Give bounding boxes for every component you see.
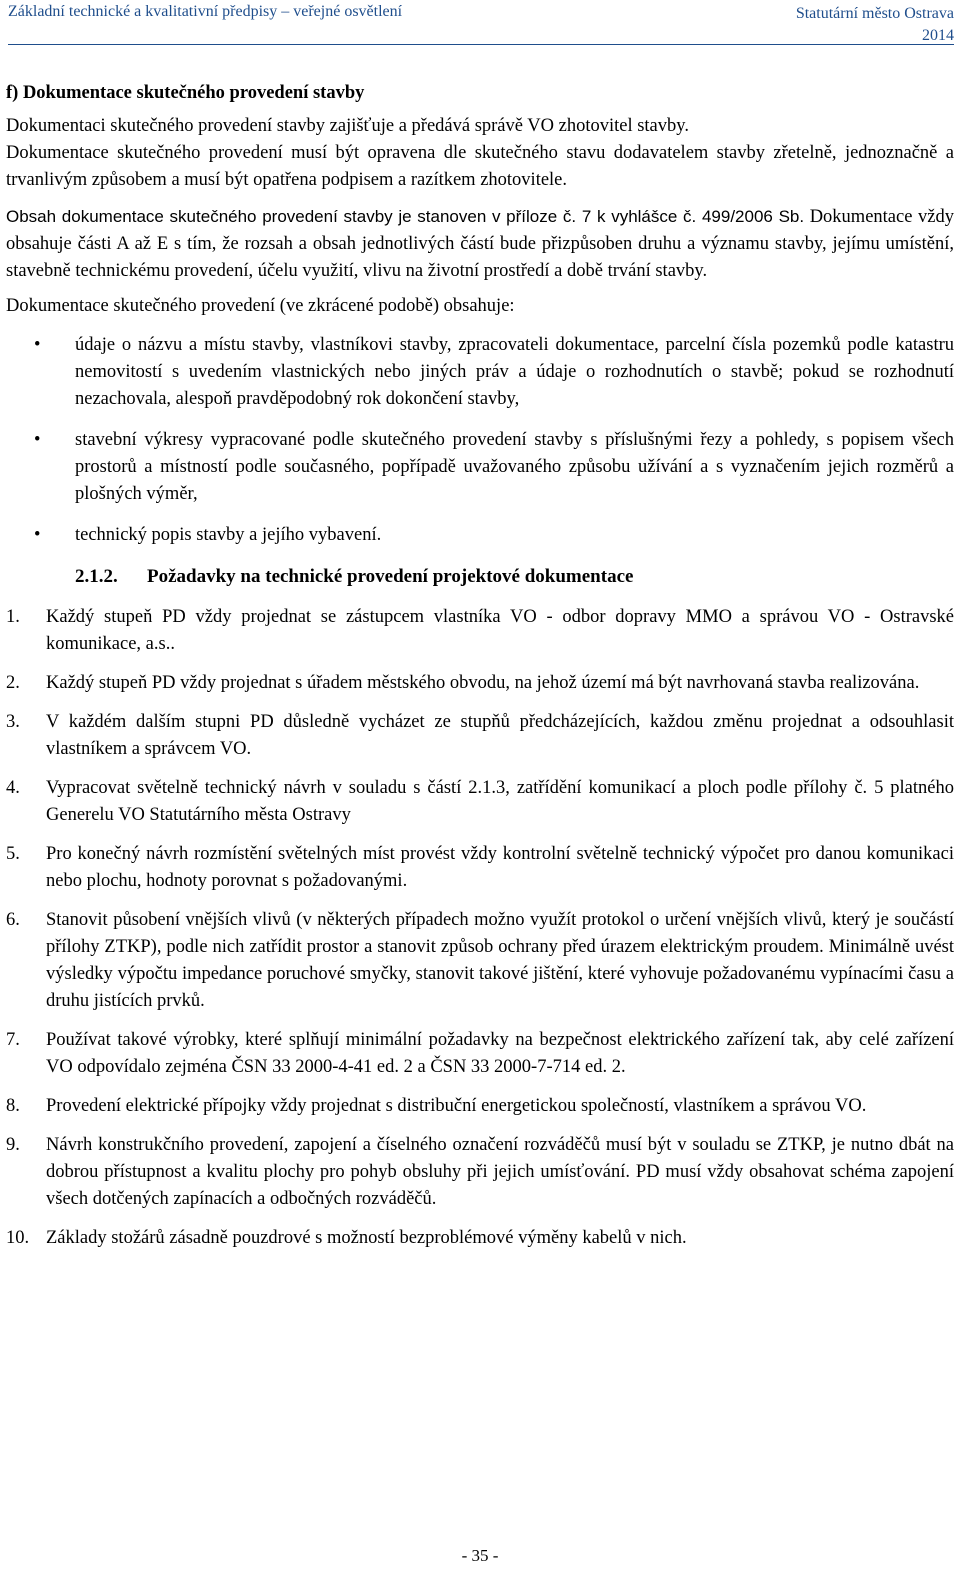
section-heading-212 bbox=[75, 563, 954, 590]
list-number: 2. bbox=[6, 673, 20, 693]
list-number: 9. bbox=[6, 1135, 20, 1155]
list-number: 4. bbox=[6, 778, 20, 798]
list-text: Každý stupeň PD vždy projednat s úřadem městského obvodu, na jehož území má být navrhovaná stavba realizována. bbox=[46, 673, 920, 693]
list-item bbox=[6, 1132, 954, 1213]
header-year: 2014 bbox=[922, 27, 954, 44]
list-text: Každý stupeň PD vždy projednat se zástupcem vlastníka VO - odbor dopravy MMO a správou VO - Ostravské komunikace, a.s.. bbox=[46, 607, 954, 654]
list-text: Vypracovat světelně technický návrh v souladu s částí 2.1.3, zatřídění komunikací a ploch podle přílohy č. 5 platného Generelu VO Statutárního města Ostravy bbox=[46, 778, 954, 825]
paragraph-1: Dokumentaci skutečného provedení stavby zajišťuje a předává správě VO zhotovitel stavby. bbox=[6, 116, 689, 136]
bullet-icon: • bbox=[34, 335, 41, 355]
paragraph-2: Dokumentace skutečného provedení musí být opravena dle skutečného stavu dodavatelem stavby zřetelně, jednoznačně a trvanlivým způsobem a musí být opatřena podpisem a razítkem zhotovitele. bbox=[6, 143, 954, 190]
list-number: 10. bbox=[6, 1228, 30, 1248]
page-number: - 35 - bbox=[461, 1546, 499, 1565]
section-title: Požadavky na technické provedení projektové dokumentace bbox=[147, 566, 634, 587]
bullet-icon: • bbox=[34, 430, 41, 450]
list-text: Návrh konstrukčního provedení, zapojení a číselného označení rozváděčů musí být v souladu se ZTKP, je nutno dbát na dobrou přístupnost a kvalitu plochy pro pohyb obsluhy při jejich umísťování. PD musí vždy obsahovat schéma zapojení všech dotčených zapínacích a odbočných rozváděčů. bbox=[46, 1135, 954, 1209]
page-content bbox=[6, 76, 954, 1264]
section-heading-f: f) Dokumentace skutečného provedení stavby bbox=[6, 83, 365, 103]
list-text: Provedení elektrické přípojky vždy projednat s distribuční energetickou společností, vlastníkem a správou VO. bbox=[46, 1096, 867, 1116]
list-number: 7. bbox=[6, 1030, 20, 1050]
list-item bbox=[6, 907, 954, 1015]
header-rule bbox=[8, 44, 954, 45]
list-number: 3. bbox=[6, 712, 20, 732]
section-number: 2.1.2. bbox=[75, 566, 118, 587]
list-item bbox=[6, 1225, 954, 1252]
list-item bbox=[6, 775, 954, 829]
list-item bbox=[6, 1093, 954, 1120]
list-number: 8. bbox=[6, 1096, 20, 1116]
paragraph-3-sans: Obsah dokumentace skutečného provedení stavby je stanoven v příloze č. 7 k vyhlášce č. 499/2006 Sb. bbox=[6, 207, 805, 226]
paragraph-3-rest: Dokumentace vždy obsahuje části A až E s tím, že rozsah a obsah jednotlivých částí bude přizpůsoben druhu a významu stavby, jejímu umístění, stavebně technickému provedení, účelu využití, vlivu na životní prostředí a době trvání stavby. bbox=[6, 207, 954, 281]
page-header bbox=[8, 0, 954, 44]
bullet-text: technický popis stavby a jejího vybavení. bbox=[75, 525, 382, 545]
header-organization: Statutární město Ostrava bbox=[795, 5, 954, 22]
bullet-item bbox=[6, 522, 954, 549]
list-number: 5. bbox=[6, 844, 20, 864]
bullet-icon: • bbox=[34, 525, 41, 545]
header-title: Základní technické a kvalitativní předpisy – veřejné osvětlení bbox=[8, 3, 403, 20]
list-text: Používat takové výrobky, které splňují minimální požadavky na bezpečnost elektrického zařízení tak, aby celé zařízení VO odpovídalo zejména ČSN 33 2000-4-41 ed. 2 a ČSN 33 2000-7-714 ed. 2. bbox=[46, 1030, 954, 1077]
list-text: Stanovit působení vnějších vlivů (v některých případech možno využít protokol o určení vnějších vlivů, který je součástí přílohy ZTKP), podle nich zatřídit prostor a stanovit způsob ochrany před úrazem elektrickým proudem. Minimálně uvést výsledky výpočtu impedance poruchové smyčky, stanovit takové jištění, které vyhovuje požadovanému vypínacími času a druhu jistících prvků. bbox=[46, 910, 954, 1011]
list-number: 6. bbox=[6, 910, 20, 930]
bullet-text: stavební výkresy vypracované podle skutečného provedení stavby s příslušnými řezy a pohledy, s popisem všech prostorů a místností podle současného, popřípadě uvažovaného způsobu užívání a s vyznačením jejich rozměrů a plošných výměr, bbox=[75, 430, 954, 504]
numbered-list bbox=[6, 604, 954, 1252]
bullet-item bbox=[6, 332, 954, 413]
list-item bbox=[6, 841, 954, 895]
bullet-list bbox=[6, 332, 954, 549]
list-item bbox=[6, 1027, 954, 1081]
list-number: 1. bbox=[6, 607, 20, 627]
list-text: Základy stožárů zásadně pouzdrové s možností bezproblémové výměny kabelů v nich. bbox=[46, 1228, 687, 1248]
list-item bbox=[6, 709, 954, 763]
paragraph-3 bbox=[6, 203, 954, 285]
bullet-text: údaje o názvu a místu stavby, vlastníkovi stavby, zpracovateli dokumentace, parcelní čísla pozemků podle katastru nemovitostí s uvedením vlastnických nebo jiných práv a údaje o rozhodnutích o stavbě; pokud se rozhodnutí nezachovala, alespoň pravděpodobný rok dokončení stavby, bbox=[75, 335, 954, 409]
list-text: Pro konečný návrh rozmístění světelných míst provést vždy kontrolní světelně technický výpočet pro danou komunikaci nebo plochu, hodnoty porovnat s požadovanými. bbox=[46, 844, 954, 891]
bullet-item bbox=[6, 427, 954, 508]
list-item bbox=[6, 604, 954, 658]
list-text: V každém dalším stupni PD důsledně vycházet ze stupňů předcházejících, každou změnu projednat a odsouhlasit vlastníkem a správcem VO. bbox=[46, 712, 954, 759]
paragraph-4: Dokumentace skutečného provedení (ve zkrácené podobě) obsahuje: bbox=[6, 296, 515, 316]
list-item bbox=[6, 670, 954, 697]
header-right bbox=[796, 3, 954, 47]
